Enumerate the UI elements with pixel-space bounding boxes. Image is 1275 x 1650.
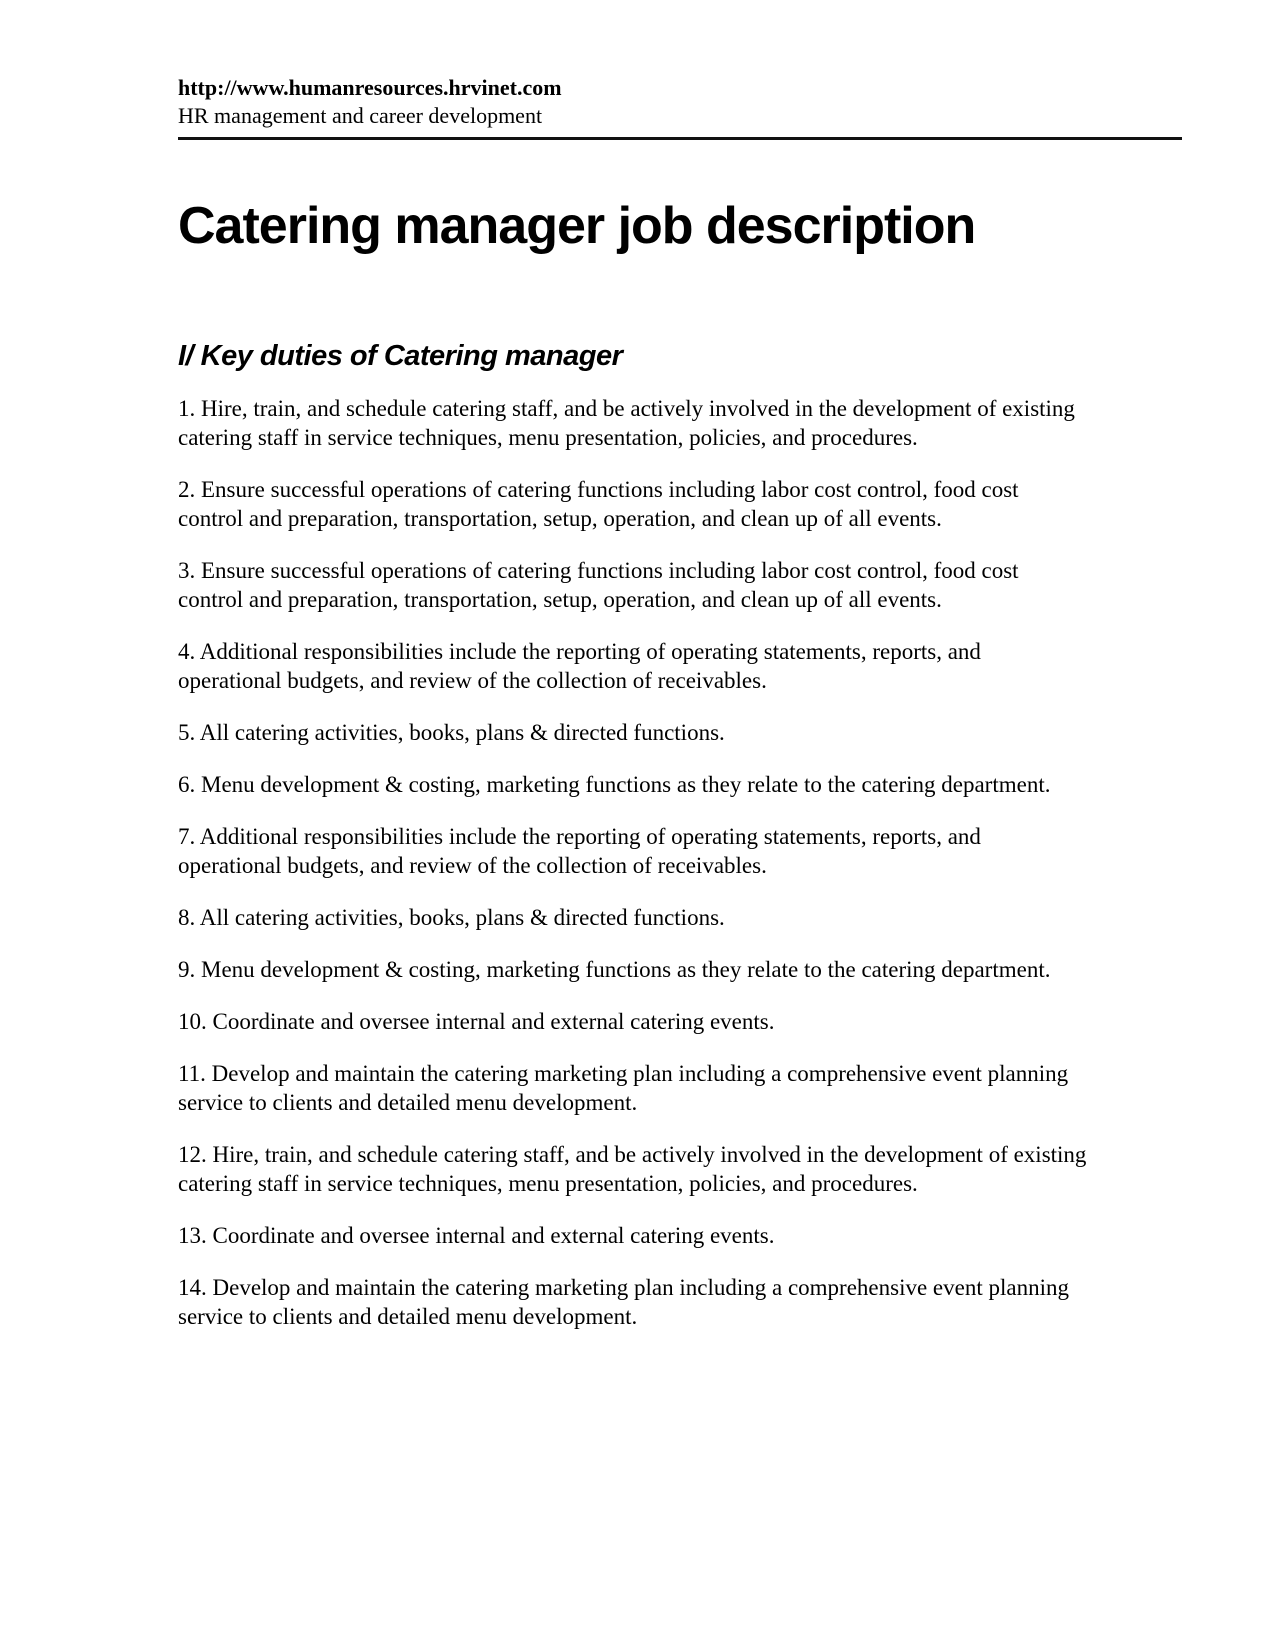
- header-tagline: HR management and career development: [178, 103, 543, 128]
- duty-item-3: 3. Ensure successful operations of catering functions including labor cost control, food cost control and preparation, transportation, setup, operation, and clean up of all events.: [178, 558, 1019, 612]
- duty-item-8: 8. All catering activities, books, plans & directed functions.: [178, 905, 725, 930]
- duty-item-7: 7. Additional responsibilities include the reporting of operating statements, reports, and operational budgets, and review of the collection of receivables.: [178, 824, 981, 878]
- section-heading-key-duties: I/ Key duties of Catering manager: [178, 340, 623, 372]
- duty-item-12: 12. Hire, train, and schedule catering staff, and be actively involved in the development of existing catering staff in service techniques, menu presentation, policies, and procedures.: [178, 1142, 1087, 1196]
- page-header: [178, 74, 1182, 140]
- document-title: Catering manager job description: [178, 197, 976, 255]
- duty-item-13: 13. Coordinate and oversee internal and external catering events.: [178, 1223, 775, 1248]
- duty-item-1: 1. Hire, train, and schedule catering staff, and be actively involved in the development of existing catering staff in service techniques, menu presentation, policies, and procedures.: [178, 396, 1075, 450]
- duty-item-6: 6. Menu development & costing, marketing functions as they relate to the catering department.: [178, 772, 1051, 797]
- header-divider: [178, 137, 1182, 140]
- duty-item-11: 11. Develop and maintain the catering marketing plan including a comprehensive event planning service to clients and detailed menu development.: [178, 1061, 1069, 1115]
- duty-item-4: 4. Additional responsibilities include the reporting of operating statements, reports, and operational budgets, and review of the collection of receivables.: [178, 639, 981, 693]
- header-site-url: http://www.humanresources.hrvinet.com: [178, 75, 562, 100]
- duty-item-2: 2. Ensure successful operations of catering functions including labor cost control, food cost control and preparation, transportation, setup, operation, and clean up of all events.: [178, 477, 1019, 531]
- duty-item-5: 5. All catering activities, books, plans & directed functions.: [178, 720, 725, 745]
- duties-list: [178, 394, 1182, 1331]
- duty-item-14: 14. Develop and maintain the catering marketing plan including a comprehensive event planning service to clients and detailed menu development.: [178, 1275, 1069, 1329]
- duty-item-10: 10. Coordinate and oversee internal and external catering events.: [178, 1009, 775, 1034]
- duty-item-9: 9. Menu development & costing, marketing functions as they relate to the catering department.: [178, 957, 1051, 982]
